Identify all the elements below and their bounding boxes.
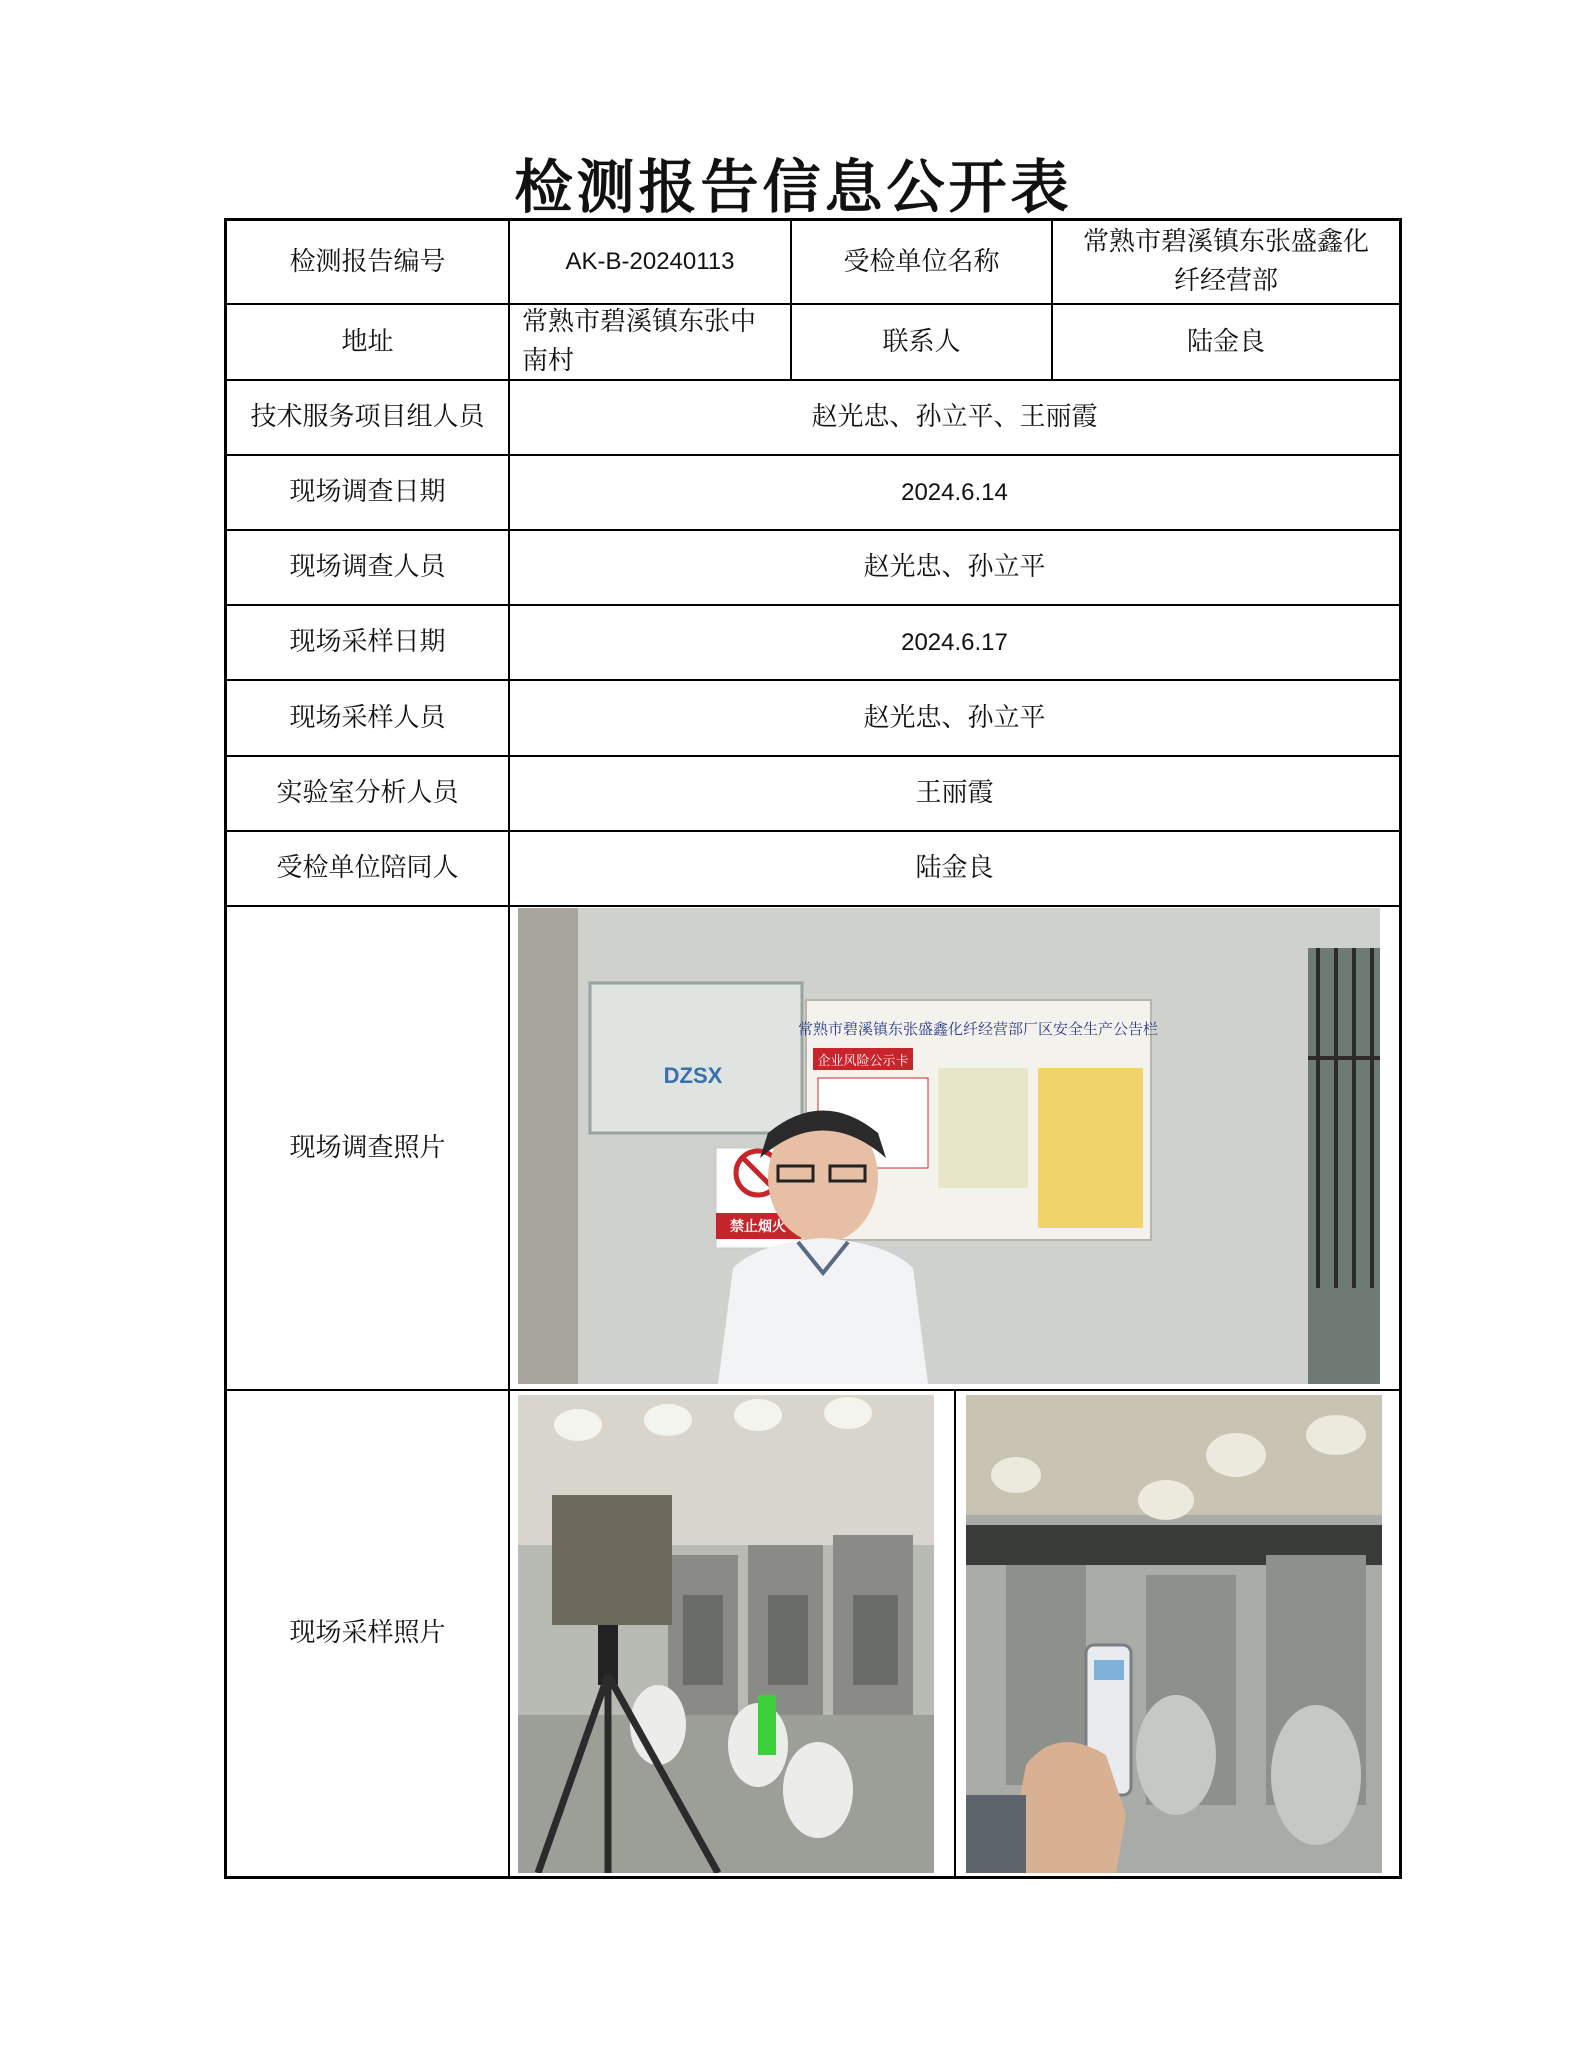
escort-label: 受检单位陪同人 xyxy=(276,853,459,883)
report-no-label: 检测报告编号 xyxy=(289,246,446,277)
survey-date: 2024.6.14 xyxy=(901,478,1008,506)
team-label: 技术服务项目组人员 xyxy=(250,402,485,432)
report-no: AK-B-20240113 xyxy=(565,248,735,275)
survey-staff-label: 现场调查人员 xyxy=(289,552,446,582)
address-label: 地址 xyxy=(341,326,394,357)
survey-date-label: 现场调查日期 xyxy=(289,477,446,507)
address: 常熟市碧溪镇东张中南村 xyxy=(522,307,757,376)
unit-name-label: 受检单位名称 xyxy=(843,246,1000,277)
team-members: 赵光忠、孙立平、王丽霞 xyxy=(811,402,1098,432)
survey-staff: 赵光忠、孙立平 xyxy=(863,552,1046,582)
lab-staff-label: 实验室分析人员 xyxy=(276,778,459,808)
lab-staff: 王丽霞 xyxy=(915,778,994,808)
sampling-photo-label: 现场采样照片 xyxy=(289,1618,446,1648)
sampling-date: 2024.6.17 xyxy=(901,628,1008,656)
contact: 陆金良 xyxy=(1186,326,1265,357)
survey-photo xyxy=(518,908,1380,1384)
page-title: 检测报告信息公开表 xyxy=(514,153,1073,221)
survey-photo-label: 现场调查照片 xyxy=(289,1132,446,1163)
sampling-staff: 赵光忠、孙立平 xyxy=(863,702,1046,733)
escort: 陆金良 xyxy=(915,853,994,883)
risk-card-title: 企业风险公示卡 xyxy=(817,1054,909,1069)
sampling-staff-label: 现场采样人员 xyxy=(289,702,446,733)
logo-text: DZSX xyxy=(663,1063,723,1088)
board-title: 常熟市碧溪镇东张盛鑫化纤经营部厂区安全生产公告栏 xyxy=(797,1020,1159,1038)
contact-label: 联系人 xyxy=(882,326,961,357)
sampling-photo-meter xyxy=(966,1395,1382,1873)
sampling-date-label: 现场采样日期 xyxy=(289,627,446,657)
unit-name: 常熟市碧溪镇东张盛鑫化纤经营部 xyxy=(1083,227,1370,296)
no-fire-sign: 禁止烟火 xyxy=(730,1219,786,1235)
sampling-photo-tripod xyxy=(518,1395,934,1873)
